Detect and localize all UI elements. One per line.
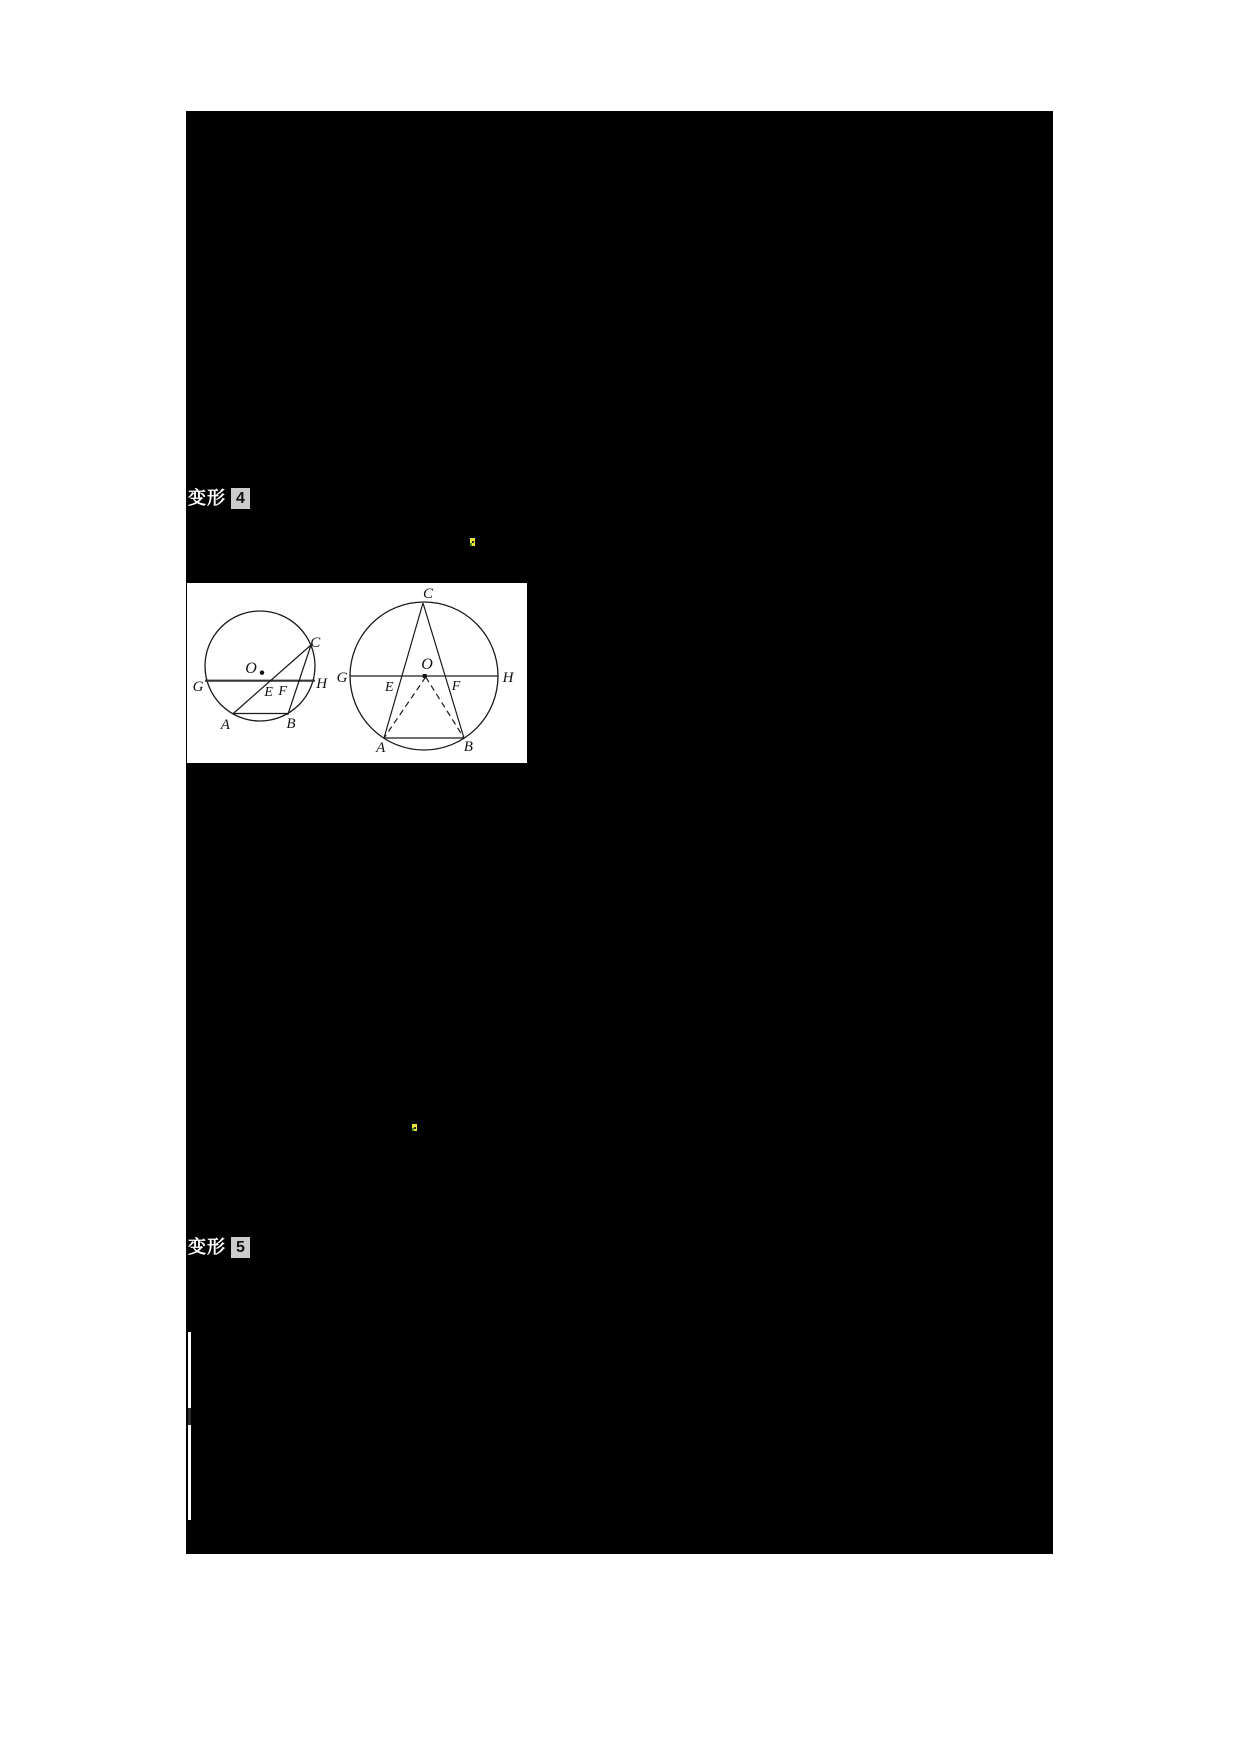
right-label-O: O [421, 656, 433, 673]
section-badge-variant-5 [188, 1237, 250, 1258]
left-label-B: B [286, 716, 296, 732]
right-label-C: C [422, 586, 434, 602]
left-label-C: C [310, 635, 321, 651]
right-center-dot [423, 674, 427, 678]
section-badge-prefix: 变形 [188, 488, 226, 508]
right-label-F: F [451, 679, 461, 694]
left-label-A: A [220, 717, 230, 733]
yellow-cursor-artifact-bottom [412, 1124, 417, 1131]
left-label-H: H [316, 676, 328, 692]
section-badge-number: 5 [231, 1237, 250, 1258]
artifact-green-pixel [470, 543, 472, 546]
right-label-E: E [385, 680, 394, 695]
right-label-A: A [376, 740, 386, 756]
artifact-dark-pixel [472, 541, 474, 543]
left-vertical-rule [188, 1332, 191, 1520]
right-label-H: H [502, 670, 514, 686]
left-label-O: O [245, 660, 257, 677]
right-diagram [337, 586, 515, 756]
artifact-dark-pixel [414, 1127, 416, 1129]
right-label-G: G [336, 670, 348, 686]
left-diagram [193, 611, 329, 733]
geometry-figure-box [187, 583, 527, 763]
section-badge-prefix: 变形 [188, 1237, 226, 1257]
yellow-cursor-artifact-top [470, 538, 475, 546]
right-label-B: B [463, 739, 473, 755]
geometry-figure-svg [187, 583, 527, 763]
left-center-dot [260, 671, 264, 675]
section-badge-variant-4 [188, 488, 250, 509]
left-label-F: F [278, 684, 287, 699]
section-badge-number: 4 [231, 488, 250, 509]
black-content-block [186, 111, 1053, 1554]
left-circle [205, 611, 315, 721]
left-label-G: G [192, 679, 204, 695]
left-vertical-rule-notch [188, 1408, 191, 1425]
left-label-E: E [264, 685, 273, 700]
right-line-CA [384, 603, 423, 738]
